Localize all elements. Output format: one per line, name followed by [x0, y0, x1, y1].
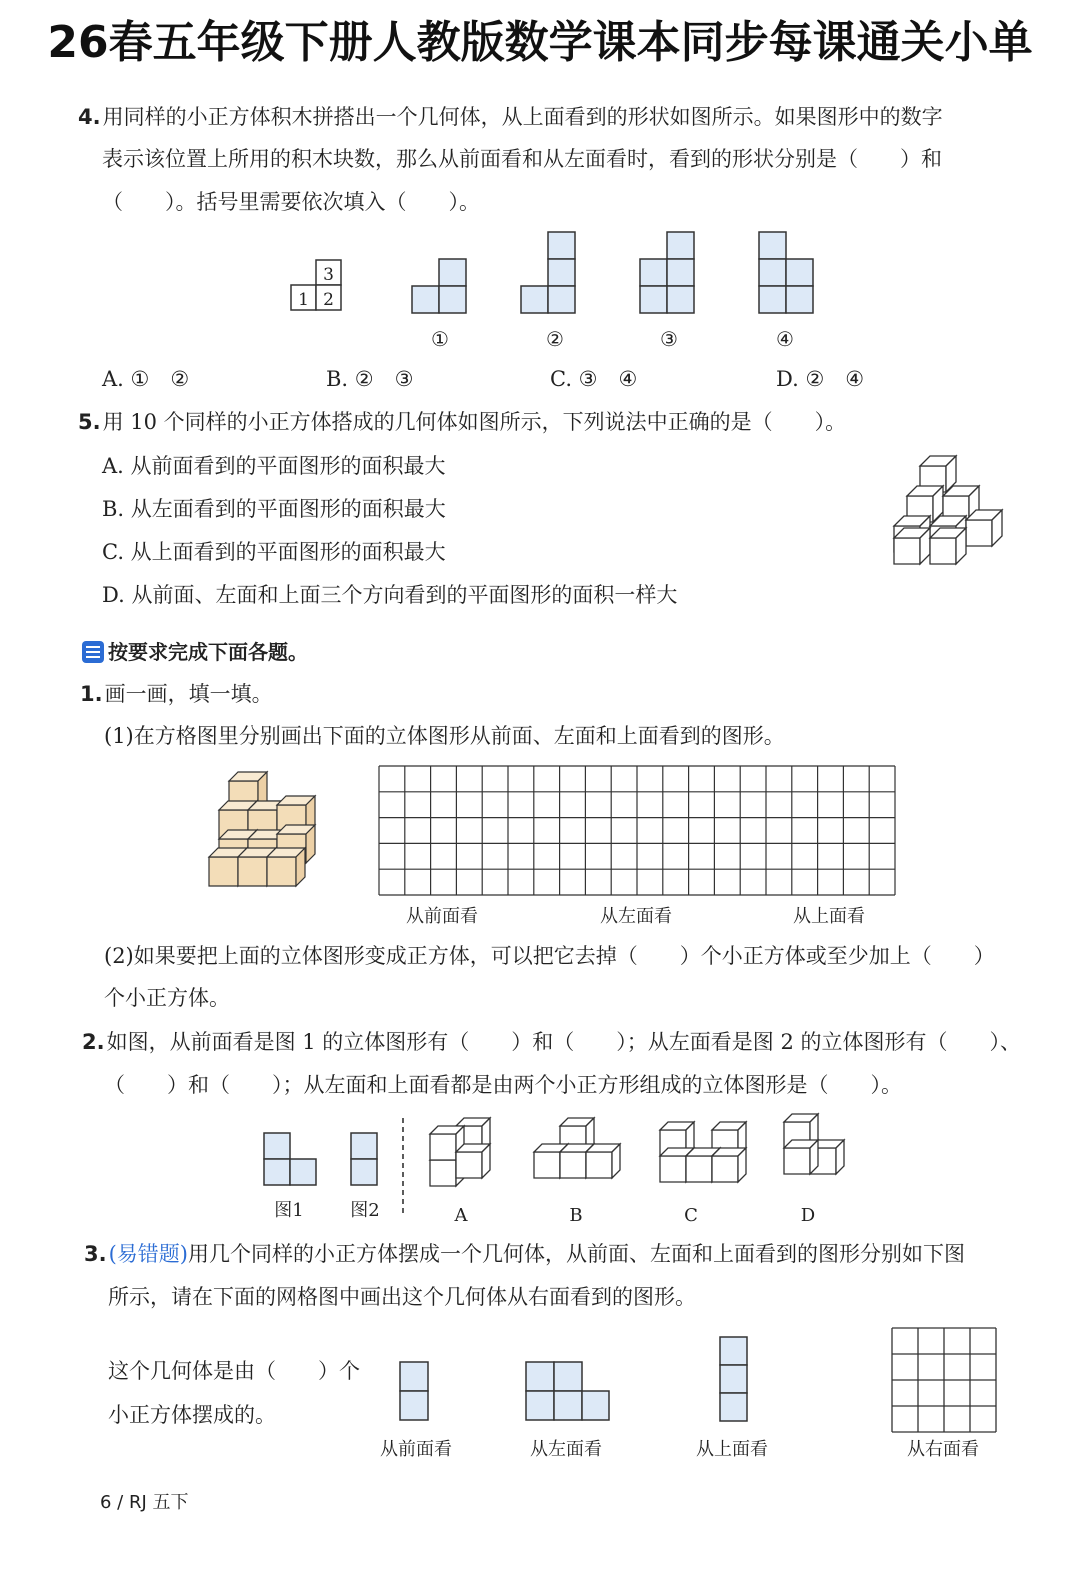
- q4-number: 4.: [78, 105, 101, 129]
- p2-figure-label: B: [569, 1205, 583, 1226]
- q5-option-d[interactable]: D. 从前面、左面和上面三个方向看到的平面图形的面积一样大: [102, 583, 678, 607]
- p1-sub1: (1)在方格图里分别画出下面的立体图形从前面、左面和上面看到的图形。: [104, 724, 785, 748]
- p3-view-label: 从左面看: [530, 1439, 602, 1460]
- q5-stem: 用 10 个同样的小正方体搭成的几何体如图所示，下列说法中正确的是（ ）。: [102, 410, 847, 434]
- p2-text-1: 如图，从前面看是图 1 的立体图形有（ ）和（ ）；从左面看是图 2 的立体图形有（ ）、: [106, 1030, 1022, 1054]
- p2-figure-label: D: [800, 1205, 816, 1226]
- p3-view-label: 从前面看: [380, 1439, 452, 1460]
- q4-figure-label: ②: [546, 327, 564, 351]
- q5-number: 5.: [78, 410, 101, 434]
- q4-grid-number: 1: [298, 290, 309, 310]
- q4-option-a[interactable]: A. ① ②: [102, 367, 190, 391]
- p3-fill-line2: 小正方体摆成的。: [108, 1403, 276, 1427]
- p2-figure-label: C: [684, 1205, 698, 1226]
- p3-view-label: 从上面看: [696, 1439, 768, 1460]
- p1-title: 画一画，填一填。: [104, 682, 273, 706]
- p2-figure-label: 图1: [274, 1200, 304, 1221]
- p2-figure-label: A: [454, 1205, 468, 1226]
- q4-option-d[interactable]: D. ② ④: [776, 367, 865, 391]
- p3-right-view-grid: [892, 1328, 996, 1432]
- q4-line2: 表示该位置上所用的积木块数，那么从前面看和从左面看时，看到的形状分别是（ ）和: [102, 147, 942, 171]
- p3-fill-line1: 这个几何体是由（ ）个: [108, 1359, 360, 1383]
- p2-figure-label: 图2: [350, 1200, 380, 1221]
- p1-sub2-line1: (2)如果要把上面的立体图形变成正方体，可以把它去掉（ ）个小正方体或至少加上（ ）: [104, 944, 995, 968]
- q4-figure-label: ④: [776, 327, 794, 351]
- q5-option-b[interactable]: B. 从左面看到的平面图形的面积最大: [102, 497, 446, 521]
- q4-figure-label: ③: [660, 327, 678, 351]
- q4-grid-number: 3: [323, 265, 334, 285]
- p2-number: 2.: [82, 1030, 105, 1054]
- p3-text-1: 用几个同样的小正方体摆成一个几何体，从前面、左面和上面看到的图形分别如下图: [187, 1242, 965, 1266]
- p3-tag: (易错题): [108, 1242, 188, 1266]
- q4-line3: （ ）。括号里需要依次填入（ ）。: [102, 190, 480, 214]
- p3-front-view: [400, 1362, 428, 1420]
- p1-number: 1.: [80, 682, 103, 706]
- page-footer: 6 / RJ 五下: [100, 1492, 189, 1513]
- p1-grid-label: 从上面看: [793, 906, 865, 927]
- p1-sub2-line2: 个小正方体。: [104, 986, 230, 1010]
- p2-line2: （ ）和（ ）；从左面和上面看都是由两个小正方形组成的立体图形是（ ）。: [104, 1073, 902, 1097]
- q4-option-c[interactable]: C. ③ ④: [550, 367, 638, 391]
- q4-grid-number: 2: [323, 290, 334, 310]
- p1-grid-label: 从前面看: [406, 906, 478, 927]
- p3-number: 3.: [84, 1242, 107, 1266]
- q4-text-1: 用同样的小正方体积木拼搭出一个几何体，从上面看到的形状如图所示。如果图形中的数字: [102, 105, 943, 129]
- q4-figure-label: ①: [431, 327, 449, 351]
- q4-option-b[interactable]: B. ② ③: [326, 367, 414, 391]
- section-title: 按要求完成下面各题。: [108, 640, 308, 664]
- q5-option-a[interactable]: A. 从前面看到的平面图形的面积最大: [102, 454, 446, 478]
- q5-option-c[interactable]: C. 从上面看到的平面图形的面积最大: [102, 540, 446, 564]
- p1-grid-label: 从左面看: [600, 906, 672, 927]
- p3-line2: 所示，请在下面的网格图中画出这个几何体从右面看到的图形。: [108, 1285, 696, 1309]
- p3-top-view: [720, 1337, 747, 1421]
- p3-left-view: [526, 1362, 609, 1420]
- p3-view-label: 从右面看: [907, 1439, 979, 1460]
- page-title: 26春五年级下册人教版数学课本同步每课通关小单: [47, 17, 1033, 68]
